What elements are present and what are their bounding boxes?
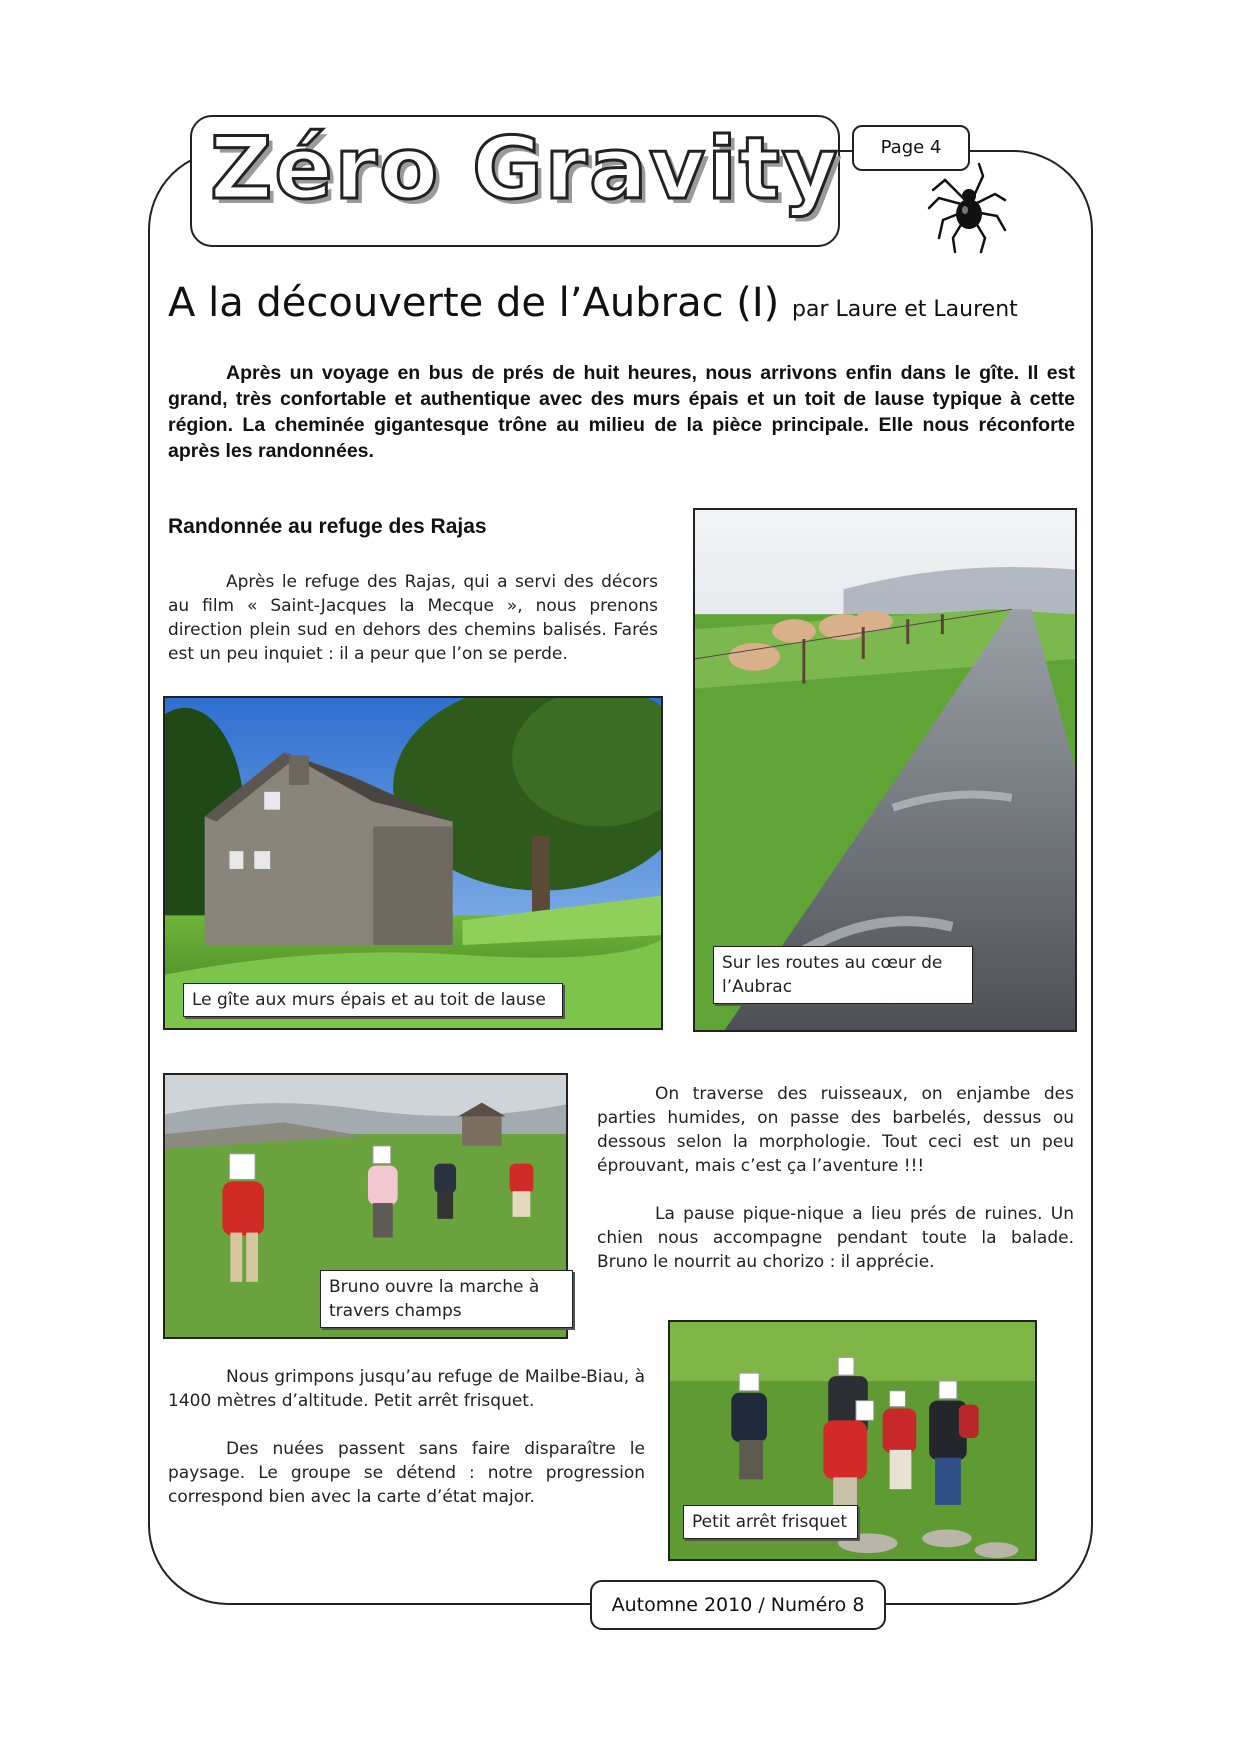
- paragraphs-bottom: [168, 1365, 645, 1509]
- article-title: [168, 280, 1018, 326]
- masthead-title: Zéro Gravity: [210, 119, 840, 219]
- photo-gite: [163, 696, 663, 1030]
- paragraphs-right: [597, 1082, 1074, 1274]
- spider-icon: [925, 160, 1010, 255]
- caption-gite: Le gîte aux murs épais et au toit de lause: [183, 983, 563, 1017]
- issue-footer: Automne 2010 / Numéro 8: [590, 1580, 886, 1630]
- gite-image: [165, 698, 661, 1028]
- paragraph-rajas: [168, 570, 658, 666]
- masthead: [190, 115, 840, 247]
- article-byline: par Laure et Laurent: [792, 297, 1018, 322]
- paragraph-rajas-text: Après le refuge des Rajas, qui a servi des décors au film « Saint-Jacques la Mecque », nous prenons direction plein sud en dehors des chemins balisés. Farés est un peu inquiet : il a peur que l’on se perde.: [168, 572, 658, 664]
- page-number: Page 4: [852, 125, 970, 171]
- lead-paragraph: Après un voyage en bus de prés de huit heures, nous arrivons enfin dans le gîte. Il est grand, très confortable et authentique avec des murs épais et un toit de lause typique à cette région. La cheminée gigantesque trône au milieu de la pièce principale. Elle nous réconforte après les randonnées.: [168, 362, 1075, 462]
- caption-frisquet: Petit arrêt frisquet: [683, 1505, 858, 1539]
- paragraph-pause: La pause pique-nique a lieu prés de ruines. Un chien nous accompagne pendant toute la balade. Bruno le nourrit au chorizo : il apprécie.: [597, 1204, 1074, 1272]
- paragraph-ruisseaux: On traverse des ruisseaux, on enjambe des parties humides, on passe des barbelés, dessus ou dessous selon la morphologie. Tout ceci est un peu éprouvant, mais c’est ça l’aventure !!!: [597, 1084, 1074, 1176]
- caption-bruno: Bruno ouvre la marche à travers champs: [320, 1270, 573, 1328]
- section-title: Randonnée au refuge des Rajas: [168, 515, 487, 538]
- paragraph-grimpons: Nous grimpons jusqu’au refuge de Mailbe-Biau, à 1400 mètres d’altitude. Petit arrêt frisquet.: [168, 1367, 645, 1411]
- caption-routes: Sur les routes au cœur de l’Aubrac: [713, 946, 973, 1004]
- paragraph-nuees: Des nuées passent sans faire disparaître le paysage. Le groupe se détend : notre progression correspond bien avec la carte d’état major.: [168, 1439, 645, 1507]
- article-title-text: A la découverte de l’Aubrac (I): [168, 280, 780, 326]
